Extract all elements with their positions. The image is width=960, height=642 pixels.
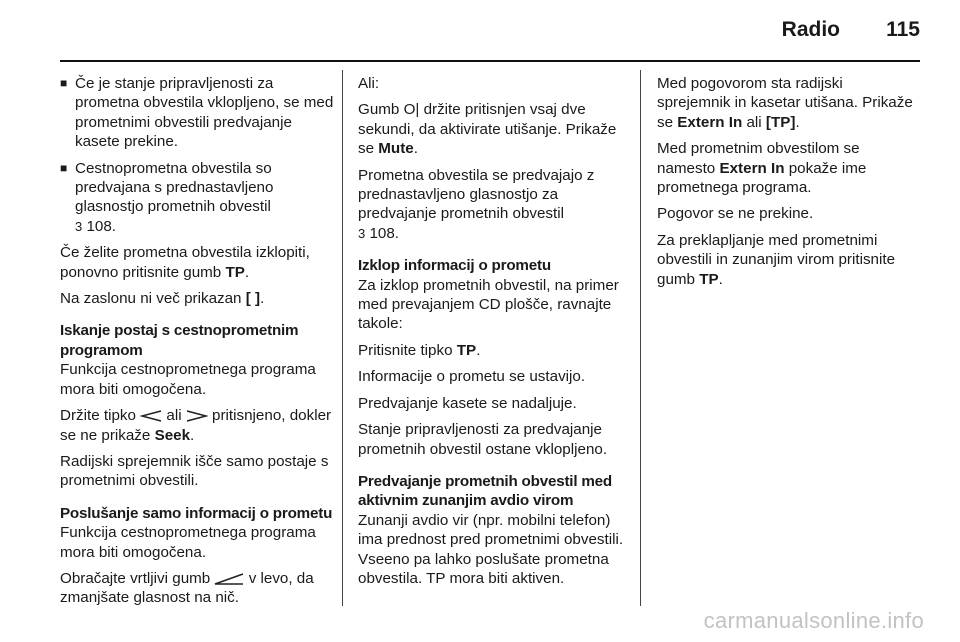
page-title: Radio bbox=[781, 18, 840, 41]
list-item-text: Če je stanje pripravljenosti za prometna obvestila vklopljeno, se med prometnimi obvestili predvajanje kasete prekine. bbox=[75, 75, 334, 151]
paragraph: Gumb O| držite pritisnjen vsaj dve sekundi, da aktivirate utišanje. Prikaže se Mute. bbox=[358, 101, 617, 158]
paragraph: Funkcija cestnoprometnega programa mora biti omogočena. bbox=[60, 524, 316, 561]
section-heading: Poslušanje samo informacij o prometu bbox=[60, 504, 333, 522]
tp-symbol: [ ] bbox=[245, 290, 261, 308]
column-2 bbox=[358, 74, 636, 595]
watermark: carmanualsonline.info bbox=[703, 608, 924, 633]
column-3 bbox=[657, 74, 919, 296]
extern-in-label: Extern In bbox=[719, 159, 785, 177]
list-item-text: Cestnoprometna obvestila so predvajana s prednastavljeno glasnostjo prometnih obvestil bbox=[75, 159, 274, 216]
page-header bbox=[0, 18, 960, 48]
paragraph: Pritisnite tipko TP. bbox=[358, 341, 481, 359]
paragraph: Pogovor se ne prekine. bbox=[657, 205, 814, 223]
column-1 bbox=[60, 74, 336, 615]
seek-left-icon bbox=[140, 410, 162, 422]
column-divider-1 bbox=[342, 70, 343, 606]
bullet-icon: ■ bbox=[60, 160, 68, 175]
paragraph: Za izklop prometnih obvestil, na primer med prevajanjem CD plošče, ravnajte takole: bbox=[358, 276, 619, 333]
paragraph: Funkcija cestnoprometnega programa mora biti omogočena. bbox=[60, 361, 316, 398]
section-heading: Predvajanje prometnih obvestil med aktivnim zunanjim avdio virom bbox=[358, 472, 612, 510]
column-divider-2 bbox=[640, 70, 641, 606]
list-item bbox=[60, 74, 336, 152]
paragraph: Radijski sprejemnik išče samo postaje s prometnimi obvestili. bbox=[60, 452, 329, 490]
paragraph: Obračajte vrtljivi gumb v levo, da zmanjšate glasnost na nič. bbox=[60, 569, 314, 607]
page-ref-arrow-icon: 3 bbox=[75, 218, 83, 234]
seek-right-icon bbox=[186, 410, 208, 422]
paragraph: Med pogovorom sta radijski sprejemnik in kasetar utišana. Prikaže se Extern In ali [TP]. bbox=[657, 75, 913, 131]
tp-key-label: TP bbox=[699, 270, 719, 288]
paragraph: Ali: bbox=[358, 75, 380, 92]
mute-label: Mute bbox=[378, 140, 414, 158]
tp-key-label: TP bbox=[225, 263, 245, 281]
paragraph: Med prometnim obvestilom se namesto Extern In pokaže ime prometnega programa. bbox=[657, 140, 867, 197]
paragraph: Zunanji avdio vir (npr. mobilni telefon) ima prednost pred prometnimi obvestili. Vseeno pa lahko poslušate prometna obvestila. TP mora biti aktiven. bbox=[358, 511, 624, 587]
paragraph: Informacije o prometu se ustavijo. bbox=[358, 368, 586, 386]
page-number: 115 bbox=[886, 18, 920, 41]
tp-symbol: [TP] bbox=[765, 113, 796, 131]
bullet-icon: ■ bbox=[60, 76, 68, 90]
list-item bbox=[60, 159, 336, 237]
page-reference: 108. bbox=[86, 217, 117, 235]
header-rule bbox=[60, 60, 920, 62]
tp-key-label: TP bbox=[456, 341, 477, 359]
section-heading: Iskanje postaj s cestnoprometnim programom bbox=[60, 322, 299, 359]
seek-label: Seek bbox=[154, 426, 191, 444]
paragraph: Prometna obvestila se predvajajo z prednastavljeno glasnostjo za predvajanje prometnih obvestil 3 108. bbox=[358, 166, 595, 242]
volume-knob-icon bbox=[214, 573, 244, 585]
extern-in-label: Extern In bbox=[677, 113, 743, 131]
paragraph: Za preklapljanje med prometnimi obvestili in zunanjim virom pritisnite gumb TP. bbox=[657, 231, 896, 288]
page-reference: 108. bbox=[369, 224, 400, 242]
page-ref-arrow-icon: 3 bbox=[358, 225, 366, 241]
paragraph: Predvajanje kasete se nadaljuje. bbox=[358, 394, 577, 412]
section-heading: Izklop informacij o prometu bbox=[358, 257, 551, 275]
paragraph: Stanje pripravljenosti za predvajanje prometnih obvestil ostane vklopljeno. bbox=[358, 421, 608, 458]
paragraph: Na zaslonu ni več prikazan [ ]. bbox=[60, 290, 265, 308]
paragraph: Če želite prometna obvestila izklopiti, ponovno pritisnite gumb TP. bbox=[60, 244, 310, 281]
power-icon: O| bbox=[403, 101, 420, 119]
paragraph: Držite tipko ali pritisnjeno, dokler se ne prikaže Seek. bbox=[60, 407, 332, 444]
